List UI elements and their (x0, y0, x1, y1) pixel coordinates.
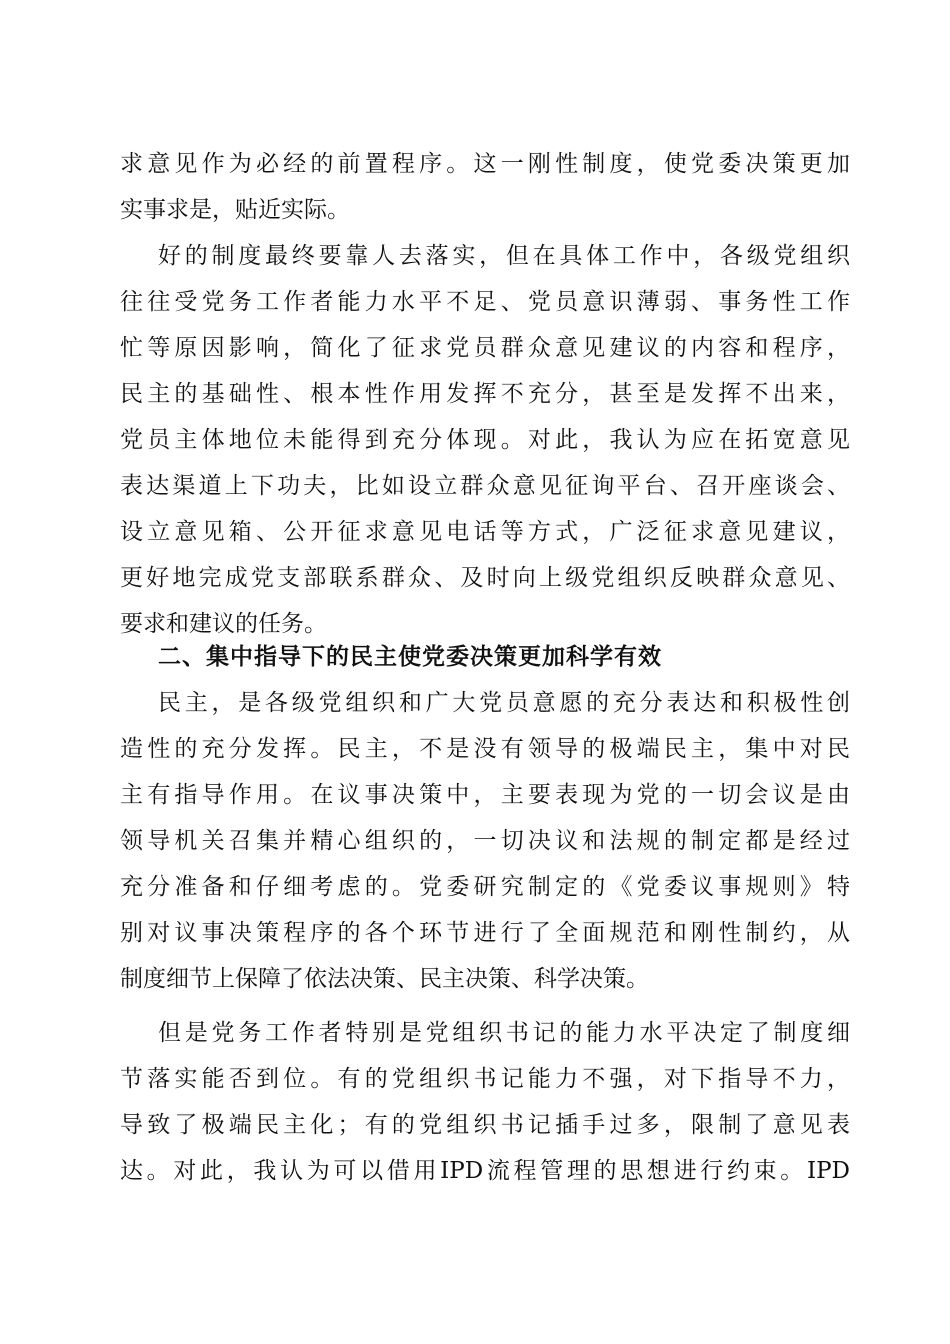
text-line: 节落实能否到位。有的党组织书记能力不强，对下指导不力， (120, 1066, 850, 1092)
text-line: 实事求是，贴近实际。 (120, 197, 350, 223)
text-line: 达。对此，我认为可以借用IPD流程管理的思想进行约束。IPD (120, 1158, 850, 1184)
text-line: 导致了极端民主化；有的党组织书记插手过多，限制了意见表 (120, 1112, 850, 1138)
paragraph-first-line: 民主，是各级党组织和广大党员意愿的充分表达和积极性创 (158, 690, 850, 716)
text-line: 忙等原因影响，简化了征求党员群众意见建议的内容和程序， (120, 335, 850, 361)
text-line: 主有指导作用。在议事决策中，主要表现为党的一切会议是由 (120, 782, 850, 808)
text-line: 往往受党务工作者能力水平不足、党员意识薄弱、事务性工作 (120, 289, 850, 315)
text-line: 党员主体地位未能得到充分体现。对此，我认为应在拓宽意见 (120, 427, 850, 453)
text-line: 更好地完成党支部联系群众、及时向上级党组织反映群众意见、 (120, 565, 850, 591)
text-line: 充分准备和仔细考虑的。党委研究制定的《党委议事规则》特 (120, 874, 850, 900)
text-line: 设立意见箱、公开征求意见电话等方式，广泛征求意见建议， (120, 519, 850, 545)
paragraph-first-line: 好的制度最终要靠人去落实，但在具体工作中，各级党组织 (158, 243, 850, 269)
paragraph-first-line: 但是党务工作者特别是党组织书记的能力水平决定了制度细 (158, 1020, 850, 1046)
text-line: 制度细节上保障了依法决策、民主决策、科学决策。 (120, 966, 649, 992)
text-line: 别对议事决策程序的各个环节进行了全面规范和刚性制约，从 (120, 920, 850, 946)
text-line: 表达渠道上下功夫，比如设立群众意见征询平台、召开座谈会、 (120, 473, 850, 499)
text-line: 造性的充分发挥。民主，不是没有领导的极端民主，集中对民 (120, 736, 850, 762)
text-line: 领导机关召集并精心组织的，一切决议和法规的制定都是经过 (120, 828, 850, 854)
text-line: 求意见作为必经的前置程序。这一刚性制度，使党委决策更加 (120, 151, 850, 177)
text-line: 要求和建议的任务。 (120, 611, 327, 637)
text-line: 民主的基础性、根本性作用发挥不充分，甚至是发挥不出来， (120, 381, 850, 407)
section-heading: 二、集中指导下的民主使党委决策更加科学有效 (158, 644, 662, 670)
